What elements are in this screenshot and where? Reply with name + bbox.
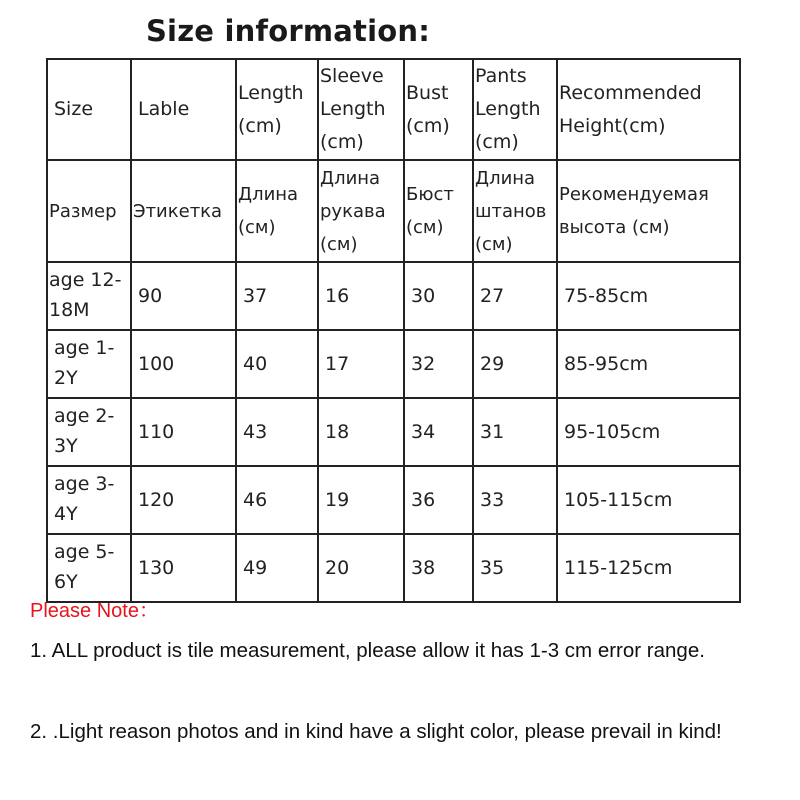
size-cell: age 2-3Y <box>47 398 131 466</box>
table-row <box>47 398 740 466</box>
label-cell: 130 <box>131 534 236 602</box>
header-length-ru: Длина (см) <box>236 160 318 262</box>
header-pants-length: Pants Length (cm) <box>473 59 557 160</box>
length-cell: 40 <box>236 330 318 398</box>
bust-cell: 36 <box>404 466 473 534</box>
sleeve-length-cell: 18 <box>318 398 404 466</box>
header-row-english <box>47 59 740 160</box>
bust-cell: 38 <box>404 534 473 602</box>
recommended-height-cell: 95-105cm <box>557 398 740 466</box>
label-cell: 120 <box>131 466 236 534</box>
header-pants-length-ru: Длина штанов (см) <box>473 160 557 262</box>
recommended-height-cell: 105-115cm <box>557 466 740 534</box>
header-recommended-height: Recommended Height(cm) <box>557 59 740 160</box>
pants-length-cell: 31 <box>473 398 557 466</box>
size-table <box>46 58 741 603</box>
recommended-height-cell: 75-85cm <box>557 262 740 330</box>
label-cell: 100 <box>131 330 236 398</box>
page-title: Size information: <box>145 14 431 48</box>
label-cell: 90 <box>131 262 236 330</box>
header-row-russian <box>47 160 740 262</box>
sleeve-length-cell: 19 <box>318 466 404 534</box>
header-label-ru: Этикетка <box>131 160 236 262</box>
bust-cell: 34 <box>404 398 473 466</box>
header-size: Size <box>47 59 131 160</box>
bust-cell: 32 <box>404 330 473 398</box>
length-cell: 37 <box>236 262 318 330</box>
header-size-ru: Размер <box>47 160 131 262</box>
pants-length-cell: 33 <box>473 466 557 534</box>
recommended-height-cell: 115-125cm <box>557 534 740 602</box>
recommended-height-cell: 85-95cm <box>557 330 740 398</box>
size-cell: age 5-6Y <box>47 534 131 602</box>
pants-length-cell: 29 <box>473 330 557 398</box>
table-row <box>47 262 740 330</box>
header-label: Lable <box>131 59 236 160</box>
header-length: Length (cm) <box>236 59 318 160</box>
table-row <box>47 534 740 602</box>
pants-length-cell: 27 <box>473 262 557 330</box>
header-sleeve-length-ru: Длина рукава (см) <box>318 160 404 262</box>
bust-cell: 30 <box>404 262 473 330</box>
header-sleeve-length: Sleeve Length (cm) <box>318 59 404 160</box>
length-cell: 46 <box>236 466 318 534</box>
sleeve-length-cell: 16 <box>318 262 404 330</box>
length-cell: 43 <box>236 398 318 466</box>
pants-length-cell: 35 <box>473 534 557 602</box>
table-row <box>47 330 740 398</box>
header-bust-ru: Бюст (см) <box>404 160 473 262</box>
length-cell: 49 <box>236 534 318 602</box>
note-item: 2. .Light reason photos and in kind have a slight color, please prevail in kind! <box>30 720 722 743</box>
size-cell: age 3-4Y <box>47 466 131 534</box>
size-cell: age 12-18M <box>47 262 131 330</box>
table-row <box>47 466 740 534</box>
sleeve-length-cell: 17 <box>318 330 404 398</box>
sleeve-length-cell: 20 <box>318 534 404 602</box>
note-item: 1. ALL product is tile measurement, please allow it has 1-3 cm error range. <box>30 639 705 662</box>
header-bust: Bust (cm) <box>404 59 473 160</box>
size-cell: age 1-2Y <box>47 330 131 398</box>
header-recommended-height-ru: Рекомендуемая высота (см) <box>557 160 740 262</box>
note-title: Please Note： <box>30 600 159 622</box>
label-cell: 110 <box>131 398 236 466</box>
